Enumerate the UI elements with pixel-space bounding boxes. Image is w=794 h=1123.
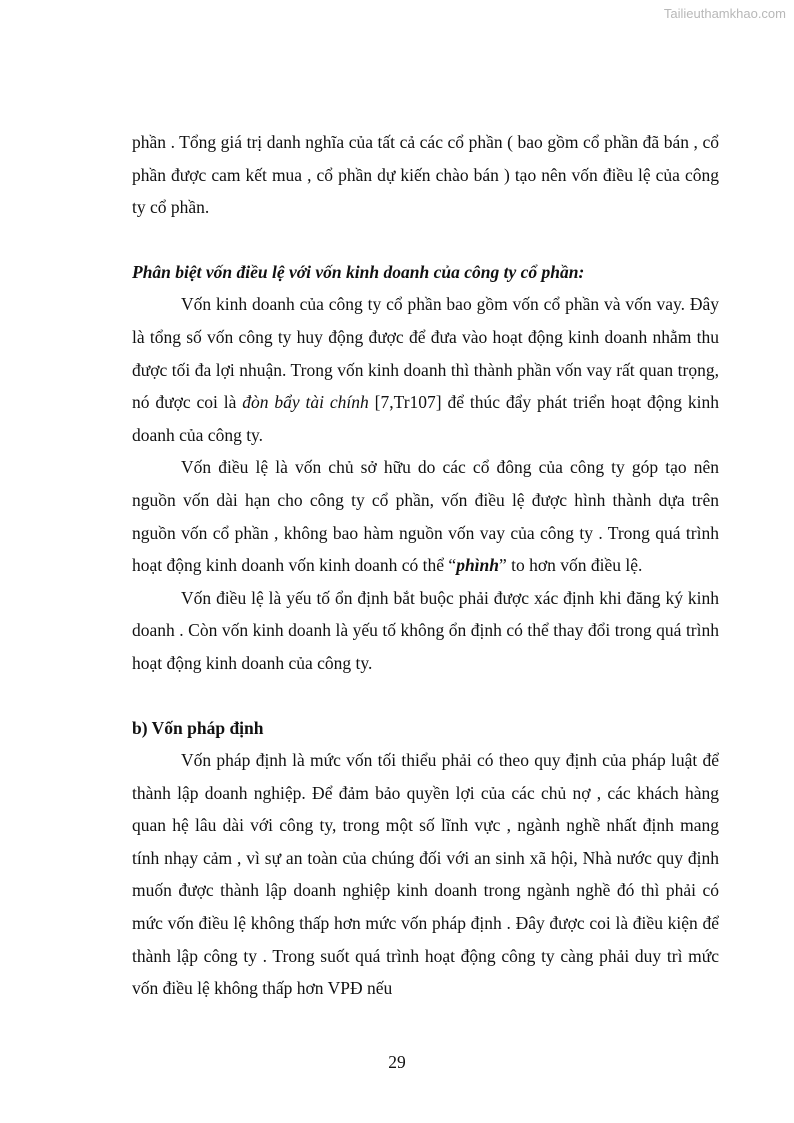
paragraph-5: Vốn pháp định là mức vốn tối thiểu phải có theo quy định của pháp luật để thành lập doanh nghiệp. Để đảm bảo quyền lợi của các chủ nợ , các khách hàng quan hệ lâu dài với công ty, trong một số lĩnh vực , ngành nghề nhất định mang tính nhạy cảm , vì sự an toàn của chúng đối với an sinh xã hội, Nhà nước quy định muốn được thành lập doanh nghiệp kinh doanh trong ngành nghề đó thì phải có mức vốn điều lệ không thấp hơn mức vốn pháp định . Đây được coi là điều kiện để thành lập công ty . Trong suốt quá trình hoạt động công ty càng phải duy trì mức vốn điều lệ không thấp hơn VPĐ nếu [132,750,719,999]
page-number: 29 [388,1052,406,1072]
paragraph-3-text-b: ” to hơn vốn điều lệ. [499,555,643,576]
paragraph-3-text-a: Vốn điều lệ là vốn chủ sở hữu do các cổ đông của công ty góp tạo nên nguồn vốn dài hạn cho công ty cổ phần, vốn điều lệ được hình thành dựa trên nguồn vốn cổ phần , không bao hàm nguồn vốn vay của công ty . Trong quá trình hoạt động kinh doanh vốn kinh doanh có thể “ [132,457,719,576]
page-body [132,126,719,1005]
paragraph-2-text-b: [7,Tr107] để thúc đẩy phát triển hoạt động kinh doanh của công ty. [132,392,719,445]
paragraph-2-text-a: Vốn kinh doanh của công ty cổ phần bao gồm vốn cổ phần và vốn vay. Đây là tổng số vốn công ty huy động được để đưa vào hoạt động kinh doanh nhằm thu được tối đa lợi nhuận. Trong vốn kinh doanh thì thành phần vốn vay rất quan trọng, nó được coi là [132,294,719,413]
paragraph-3-emphasis: phình [456,555,499,576]
paragraph-3 [132,451,719,581]
paragraph-1: phần . Tổng giá trị danh nghĩa của tất cả các cổ phần ( bao gồm cổ phần đã bán , cổ phần được cam kết mua , cổ phần dự kiến chào bán ) tạo nên vốn điều lệ của công ty cổ phần. [132,132,719,218]
section-heading-b: b) Vốn pháp định [132,717,264,738]
section-heading-italic: Phân biệt vốn điều lệ với vốn kinh doanh của công ty cổ phần: [132,261,585,282]
paragraph-2 [132,288,719,451]
paragraph-2-italic-term: đòn bẩy tài chính [242,392,369,413]
paragraph-4: Vốn điều lệ là yếu tố ổn định bắt buộc phải được xác định khi đăng ký kinh doanh . Còn vốn kinh doanh là yếu tố không ổn định có thể thay đổi trong quá trình hoạt động kinh doanh của công ty. [132,587,719,673]
watermark: Tailieuthamkhao.com [663,6,786,21]
